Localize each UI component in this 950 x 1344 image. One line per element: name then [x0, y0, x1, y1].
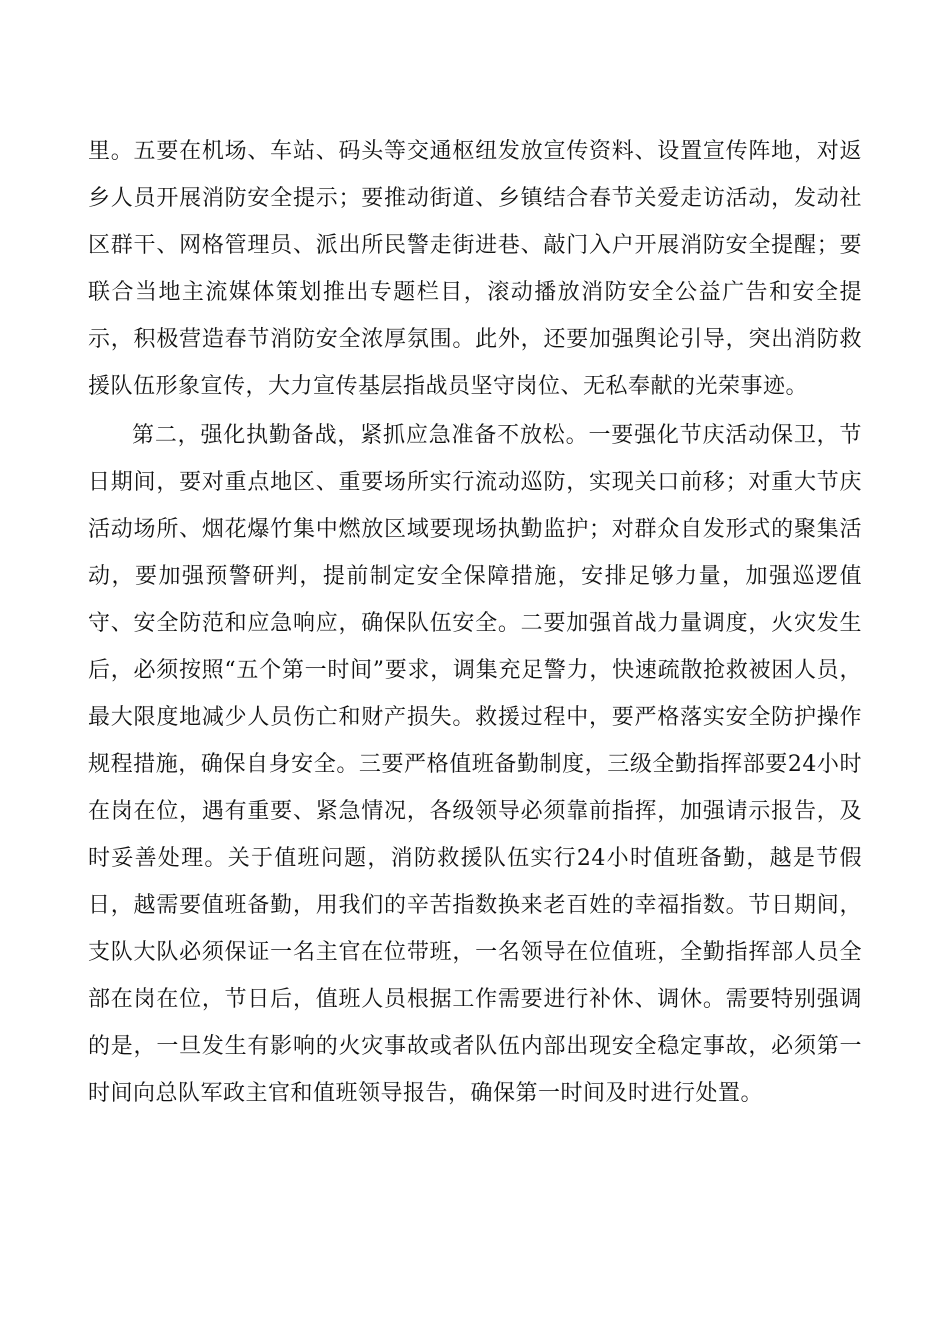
paragraph-continuation: 里。五要在机场、车站、码头等交通枢纽发放宣传资料、设置宣传阵地，对返乡人员开展消防安全提示；要推动街道、乡镇结合春节关爱走访活动，发动社区群干、网格管理员、派出所民警走街进巷、敲门入户开展消防安全提醒；要联合当地主流媒体策划推出专题栏目，滚动播放消防安全公益广告和安全提示，积极营造春节消防安全浓厚氛围。此外，还要加强舆论引导，突出消防救援队伍形象宣传，大力宣传基层指战员坚守岗位、无私奉献的光荣事迹。: [88, 139, 862, 399]
document-body: [88, 128, 862, 1117]
paragraph-second-duty-readiness: 第二，强化执勤备战，紧抓应急准备不放松。一要强化节庆活动保卫，节日期间，要对重点地区、重要场所实行流动巡防，实现关口前移；对重大节庆活动场所、烟花爆竹集中燃放区域要现场执勤监护；对群众自发形式的聚集活动，要加强预警研判，提前制定安全保障措施，安排足够力量，加强巡逻值守、安全防范和应急响应，确保队伍安全。二要加强首战力量调度，火灾发生后，必须按照“五个第一时间”要求，调集充足警力，快速疏散抢救被困人员，最大限度地减少人员伤亡和财产损失。救援过程中，要严格落实安全防护操作规程措施，确保自身安全。三要严格值班备勤制度，三级全勤指挥部要24小时在岗在位，遇有重要、紧急情况，各级领导必须靠前指挥，加强请示报告，及时妥善处理。关于值班问题，消防救援队伍实行24小时值班备勤，越是节假日，越需要值班备勤，用我们的辛苦指数换来老百姓的幸福指数。节日期间，支队大队必须保证一名主官在位带班，一名领导在位值班，全勤指挥部人员全部在岗在位，节日后，值班人员根据工作需要进行补休、调休。需要特别强调的是，一旦发生有影响的火灾事故或者队伍内部出现安全稳定事故，必须第一时间向总队军政主官和值班领导报告，确保第一时间及时进行处置。: [88, 423, 862, 1106]
